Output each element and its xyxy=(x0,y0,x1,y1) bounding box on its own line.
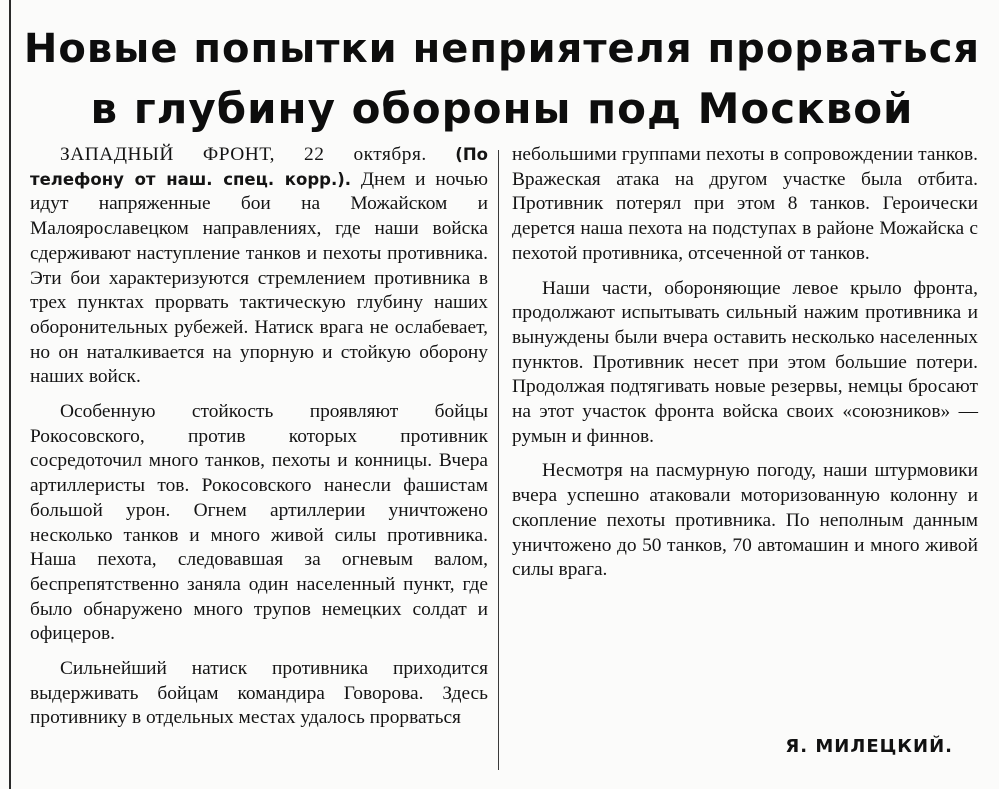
paragraph-5: Несмотря на пасмурную погоду, наши штурмовики вчера успешно атаковали моторизованную колонну и скопление пехоты противника. По неполным данным уничтожено до 50 танков, 70 автомашин и много живой силы врага. xyxy=(512,460,978,581)
dateline: ЗАПАДНЫЙ ФРОНТ, 22 октября. xyxy=(60,144,427,165)
paragraph-3: Сильнейший натиск противника приходится выдерживать бойцам командира Говорова. Здесь противнику в отдельных местах удалось прорваться xyxy=(30,658,488,729)
paragraph-3-continued: небольшими группами пехоты в сопровождении танков. Вражеская атака на другом участке была отбита. Противник потерял при этом 8 танков. Героически дерется наша пехота на подступах в районе Можайска с пехотой противника, отсеченной от танков. xyxy=(512,144,978,264)
column-divider xyxy=(498,150,499,770)
paragraph-1-text: Днем и ночью идут напряженные бои на Можайском и Малоярославецком направлениях, где наши войска сдерживают наступление танков и пехоты противника. Эти бои характеризуются стремлением противника в трех пунктах прорвать тактическую глубину наших оборонительных рубежей. Натиск врага не ослабевает, но он наталкивается на упорную и стойкую оборону наших войск. xyxy=(30,168,488,388)
column-rule-left xyxy=(9,0,11,789)
headline-line-1: Новые попытки неприятеля прорваться xyxy=(23,26,981,72)
paragraph-2: Особенную стойкость проявляют бойцы Рокосовского, против которых противник сосредоточил много танков, пехоты и конницы. Вчера артиллеристы тов. Рокосовского нанесли фашистам большой урон. Огнем артиллерии уничтожено несколько танков и много живой силы противника. Наша пехота, следовавшая за огневым валом, беспрепятственно заняла один населенный пункт, где было обнаружено много трупов немецких солдат и офицеров. xyxy=(30,401,488,645)
correspondent-note: (По телефону от наш. спец. корр.). xyxy=(30,145,488,189)
headline-line-2: в глубину обороны под Москвой xyxy=(90,84,914,133)
article-column-right xyxy=(512,143,978,583)
author-signature: Я. МИЛЕЦКИЙ. xyxy=(785,736,953,757)
paragraph-1 xyxy=(30,143,488,390)
paragraph-4: Наши части, обороняющие левое крыло фронта, продолжают испытывать сильный нажим противника и вынуждены были вчера оставить несколько населенных пунктов. Противник несет при этом большие потери. Продолжая подтягивать новые резервы, немцы бросают на этот участок фронта войска своих «союзников» — румын и финнов. xyxy=(512,277,978,447)
article-column-left xyxy=(30,143,488,731)
